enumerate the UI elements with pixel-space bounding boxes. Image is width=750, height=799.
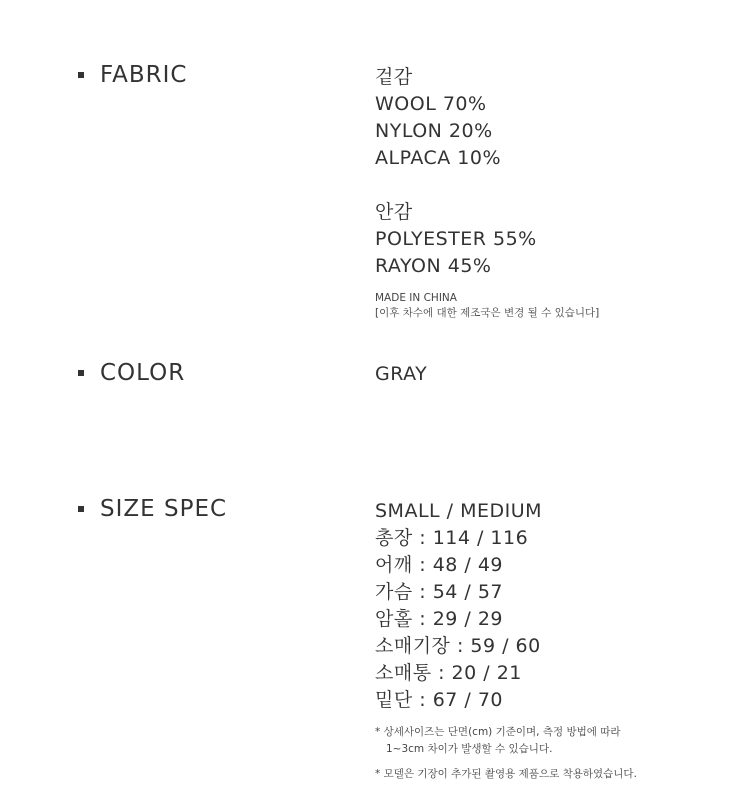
size-row: 가슴 : 54 / 57 <box>375 581 504 603</box>
size-spec-label: SIZE SPEC <box>100 496 228 522</box>
size-spec-section-label <box>78 496 227 522</box>
size-note-2: * 모델은 기장이 추가된 촬영용 제품으로 착용하였습니다. <box>375 768 637 780</box>
color-section-label <box>78 360 185 386</box>
bullet-icon <box>78 72 84 78</box>
fabric-outer-title: 겉감 <box>375 66 413 88</box>
size-note-1-line-2: 1~3cm 차이가 발생할 수 있습니다. <box>386 743 553 755</box>
size-header: SMALL / MEDIUM <box>375 500 543 522</box>
origin-note: [이후 차수에 대한 제조국은 변경 될 수 있습니다] <box>375 307 600 319</box>
size-row: 암홀 : 29 / 29 <box>375 608 504 630</box>
fabric-inner-item: POLYESTER 55% <box>375 228 537 250</box>
size-note-1 <box>375 724 621 758</box>
fabric-label: FABRIC <box>100 62 188 88</box>
size-row: 소매기장 : 59 / 60 <box>375 635 541 657</box>
fabric-outer-item: NYLON 20% <box>375 120 493 142</box>
size-row: 어깨 : 48 / 49 <box>375 554 504 576</box>
color-value: GRAY <box>375 363 428 385</box>
bullet-icon <box>78 370 84 376</box>
fabric-inner-block <box>375 199 537 280</box>
size-note-1-line-1: * 상세사이즈는 단면(cm) 기준이며, 측정 방법에 따라 <box>375 726 621 738</box>
size-row: 밑단 : 67 / 70 <box>375 689 504 711</box>
size-row: 소매통 : 20 / 21 <box>375 662 522 684</box>
size-row: 총장 : 114 / 116 <box>375 527 529 549</box>
fabric-outer-item: WOOL 70% <box>375 93 487 115</box>
color-label: COLOR <box>100 360 186 386</box>
fabric-inner-item: RAYON 45% <box>375 255 492 277</box>
fabric-outer-item: ALPACA 10% <box>375 147 502 169</box>
fabric-outer-block <box>375 64 501 172</box>
made-in-text: MADE IN CHINA <box>375 292 457 304</box>
fabric-inner-title: 안감 <box>375 201 413 223</box>
fabric-origin-block <box>375 291 599 321</box>
fabric-section-label <box>78 62 187 88</box>
bullet-icon <box>78 506 84 512</box>
size-spec-block <box>375 498 542 714</box>
